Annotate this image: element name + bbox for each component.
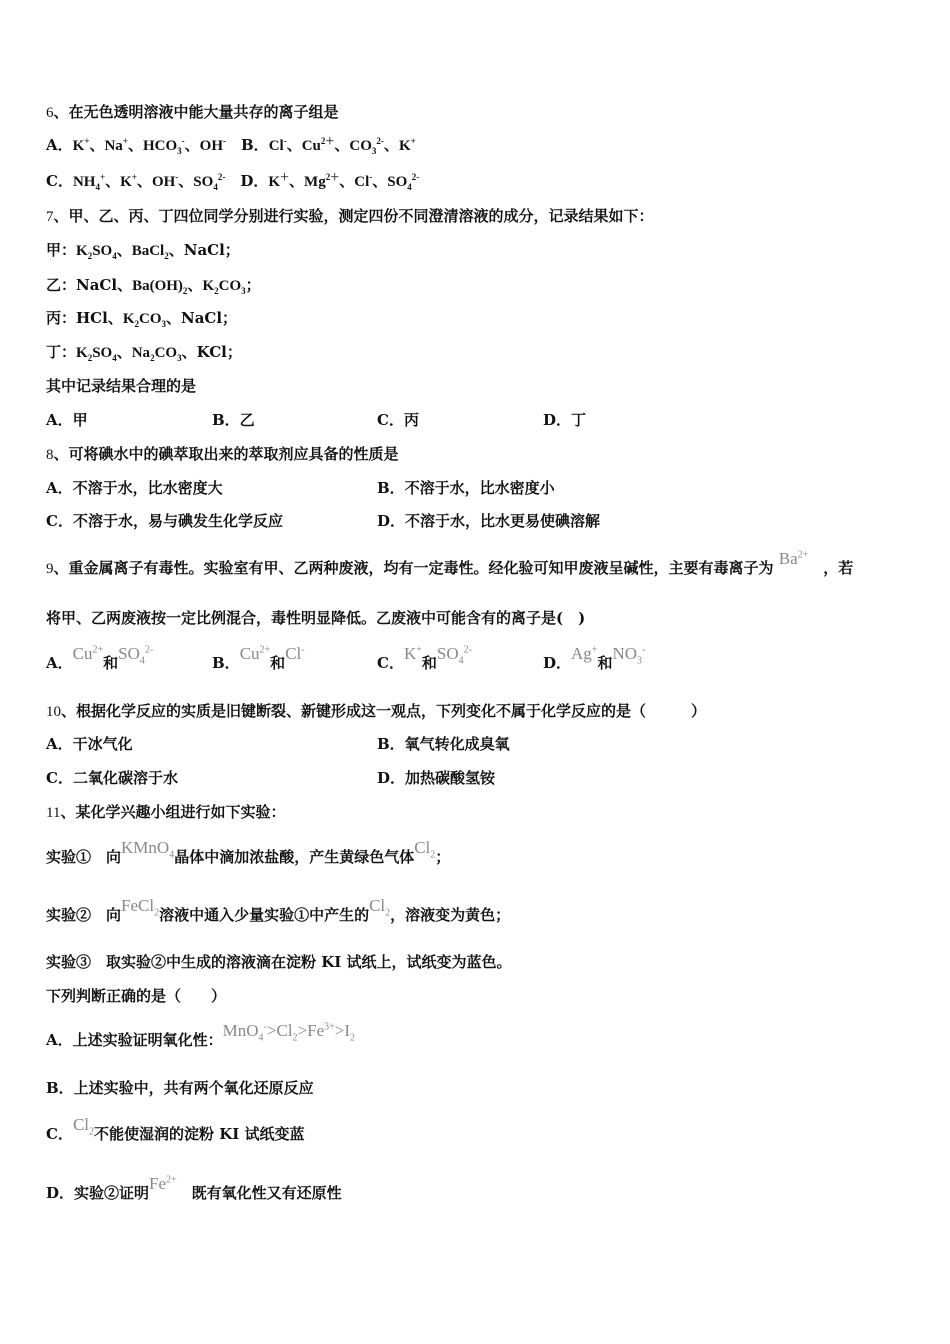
formula-base: K bbox=[268, 174, 280, 190]
formula-base: SO bbox=[436, 644, 459, 663]
formula-image bbox=[414, 838, 436, 861]
chemical-formula bbox=[387, 174, 419, 190]
subscript: 2 bbox=[214, 286, 219, 296]
answer-option[interactable] bbox=[377, 644, 472, 673]
question-number: 8 bbox=[46, 447, 54, 463]
text-run: ； bbox=[435, 848, 451, 866]
superscript: - bbox=[175, 172, 179, 182]
text-run: ，溶液变为黄色； bbox=[390, 906, 511, 924]
superscript: 2+ bbox=[166, 1174, 177, 1186]
text-run: 、 bbox=[127, 136, 143, 154]
text-line bbox=[46, 1174, 342, 1203]
text-run: D．实验②证明 bbox=[46, 1184, 150, 1202]
text-line bbox=[46, 1021, 356, 1050]
text-run: B． bbox=[212, 654, 240, 672]
formula-base: FeCl bbox=[121, 896, 155, 915]
text-line bbox=[46, 308, 237, 329]
text-line bbox=[46, 1115, 305, 1144]
text-run: 、根据化学反应的实质是旧键断裂、新键形成这一观点，下列变化不属于化学反应的是（ ） bbox=[61, 702, 707, 720]
text-run: C．二氧化碳溶于水 bbox=[46, 769, 178, 787]
answer-option[interactable] bbox=[543, 410, 586, 430]
subscript: 4 bbox=[407, 182, 412, 192]
answer-option[interactable] bbox=[377, 734, 510, 754]
chemical-formula bbox=[269, 138, 287, 154]
answer-option[interactable] bbox=[377, 768, 495, 788]
superscript: + bbox=[131, 172, 137, 182]
text-run: D．加热碳酸氢铵 bbox=[377, 769, 496, 787]
subscript: 2 bbox=[182, 286, 188, 296]
text-run: D．丁 bbox=[543, 411, 587, 429]
text-line bbox=[46, 802, 285, 823]
subscript: 3 bbox=[177, 353, 182, 363]
text-run: ； bbox=[245, 276, 261, 294]
text-line bbox=[46, 135, 416, 156]
superscript: 2＋ bbox=[320, 136, 335, 146]
text-run: B． bbox=[226, 136, 269, 154]
text-run: 晶体中滴加浓盐酸，产生黄绿色气体 bbox=[174, 848, 415, 866]
chemical-formula bbox=[219, 278, 246, 294]
formula-base: Cu bbox=[72, 644, 93, 663]
formula-base: NO bbox=[612, 644, 638, 663]
formula-base: HCO bbox=[142, 138, 178, 154]
text-line bbox=[46, 701, 706, 722]
formula-image bbox=[222, 1021, 267, 1044]
text-line bbox=[46, 896, 511, 925]
chemical-formula bbox=[132, 243, 169, 259]
text-run: 、在无色透明溶液中能大量共存的离子组是 bbox=[53, 103, 339, 121]
chemical-formula bbox=[354, 174, 372, 190]
formula-base: Ba(OH) bbox=[132, 278, 183, 294]
text-run: 和 bbox=[270, 654, 286, 672]
question-number: 9 bbox=[46, 561, 54, 577]
text-run: C． bbox=[46, 172, 73, 190]
subscript: 2 bbox=[154, 907, 160, 919]
superscript: 2+ bbox=[797, 549, 809, 561]
subscript: 4 bbox=[213, 182, 218, 192]
text-run: 、 bbox=[339, 172, 355, 190]
formula-base: K bbox=[76, 243, 88, 259]
text-run: 和 bbox=[597, 654, 613, 672]
subscript: 3 bbox=[637, 655, 643, 667]
subscript: 2 bbox=[350, 1032, 356, 1044]
text-run: 下列判断正确的是（ ） bbox=[46, 987, 227, 1005]
chemical-formula bbox=[76, 345, 92, 361]
subscript: 4 bbox=[139, 655, 145, 667]
chemical-formula bbox=[143, 138, 185, 154]
text-run: 实验② 向 bbox=[46, 906, 122, 924]
formula-base: K bbox=[202, 278, 215, 294]
superscript: + bbox=[591, 644, 598, 656]
chemical-formula bbox=[304, 174, 339, 190]
subscript: 4 bbox=[95, 182, 100, 192]
superscript: 2＋ bbox=[325, 172, 340, 182]
subscript: 4 bbox=[258, 1032, 264, 1044]
answer-option[interactable] bbox=[46, 734, 133, 754]
superscript: + bbox=[416, 644, 422, 656]
text-run: 、重金属离子有毒性。实验室有甲、乙两种废液，均有一定毒性。经化验可知甲废液呈碱性，主要有毒离子为 bbox=[53, 559, 779, 577]
subscript: 3 bbox=[177, 146, 182, 156]
text-run: A． bbox=[46, 136, 73, 154]
chemical-formula bbox=[76, 243, 92, 259]
question-number: 6 bbox=[46, 105, 54, 121]
formula-base: Cl bbox=[285, 644, 302, 663]
superscript: 3+ bbox=[324, 1021, 335, 1033]
chemical-formula bbox=[73, 174, 105, 190]
text-run: 实验① 向 bbox=[46, 848, 122, 866]
formula-image bbox=[72, 1115, 95, 1138]
formula-base: CO bbox=[138, 311, 162, 327]
formula-base: NH bbox=[72, 174, 96, 190]
formula-base: CO bbox=[349, 138, 372, 154]
superscript: - bbox=[223, 136, 226, 146]
text-run: 、 bbox=[178, 172, 194, 190]
text-run: 其中记录结果合理的是 bbox=[46, 377, 197, 395]
superscript: - bbox=[263, 1021, 267, 1033]
text-line bbox=[46, 275, 261, 296]
formula-image bbox=[121, 896, 160, 919]
text-run: 、甲、乙、丙、丁四位同学分别进行实验，测定四份不同澄清溶液的成分，记录结果如下： bbox=[53, 207, 654, 225]
formula-base: K bbox=[120, 174, 132, 190]
superscript: 2+ bbox=[92, 644, 104, 656]
text-run: 、可将碘水中的碘萃取出来的萃取剂应具备的性质是 bbox=[53, 445, 399, 463]
chemical-formula bbox=[349, 138, 384, 154]
superscript: + bbox=[410, 136, 416, 146]
option-row bbox=[46, 644, 906, 673]
text-run: 、 bbox=[184, 136, 200, 154]
question-number: 7 bbox=[46, 209, 54, 225]
superscript: 2- bbox=[463, 644, 472, 656]
subscript: 3 bbox=[161, 319, 166, 329]
text-run: 丁： bbox=[46, 343, 77, 361]
text-run: 、NaCl； bbox=[168, 241, 240, 259]
chemical-formula bbox=[268, 174, 289, 190]
text-line bbox=[46, 608, 585, 628]
superscript: 2- bbox=[411, 172, 420, 182]
formula-base: Na bbox=[131, 345, 151, 361]
subscript: 4 bbox=[112, 251, 117, 261]
formula-base: OH bbox=[151, 174, 176, 190]
text-line bbox=[46, 240, 240, 261]
answer-option[interactable] bbox=[377, 511, 600, 531]
superscript: ＋ bbox=[280, 172, 290, 182]
formula-image bbox=[266, 1021, 298, 1044]
formula-base: Mg bbox=[304, 174, 326, 190]
chemical-formula bbox=[202, 278, 218, 294]
superscript: + bbox=[122, 136, 128, 146]
chemical-formula bbox=[139, 311, 166, 327]
text-line bbox=[46, 102, 339, 123]
formula-image bbox=[571, 644, 597, 663]
answer-option[interactable] bbox=[46, 410, 88, 430]
text-run: B．上述实验中，共有两个氧化还原反应 bbox=[46, 1079, 314, 1097]
chemical-formula bbox=[120, 174, 137, 190]
formula-base: Cu bbox=[239, 644, 260, 663]
text-run: A．甲 bbox=[46, 411, 88, 429]
formula-base: Cl bbox=[72, 1115, 90, 1134]
text-run: 、 bbox=[286, 136, 302, 154]
text-run: 、 bbox=[372, 172, 388, 190]
superscript: - bbox=[642, 644, 646, 656]
chemical-formula bbox=[200, 138, 226, 154]
option-row bbox=[46, 478, 906, 498]
formula-base: >Cl bbox=[266, 1021, 293, 1040]
option-row bbox=[46, 511, 906, 531]
answer-option[interactable] bbox=[377, 410, 419, 430]
answer-option[interactable] bbox=[46, 511, 283, 531]
formula-image bbox=[334, 1021, 356, 1044]
formula-image bbox=[298, 1021, 335, 1040]
formula-base: KMnO bbox=[121, 838, 170, 857]
subscript: 4 bbox=[458, 655, 464, 667]
text-run: D． bbox=[543, 654, 572, 672]
subscript: 2 bbox=[150, 353, 155, 363]
text-run: 、 bbox=[116, 343, 132, 361]
subscript: 2 bbox=[87, 353, 93, 363]
text-run: ，若 bbox=[808, 559, 854, 577]
subscript: 2 bbox=[292, 1032, 298, 1044]
formula-base: MnO bbox=[222, 1021, 259, 1040]
formula-base: >Fe bbox=[297, 1021, 325, 1040]
text-run: B．乙 bbox=[212, 411, 255, 429]
text-line bbox=[46, 376, 196, 396]
superscript: - bbox=[283, 136, 287, 146]
formula-base: OH bbox=[199, 138, 223, 154]
text-line bbox=[46, 1078, 314, 1098]
chemical-formula bbox=[132, 345, 155, 361]
formula-image bbox=[779, 549, 809, 568]
text-run: A．上述实验证明氧化性： bbox=[46, 1031, 223, 1049]
option-row bbox=[46, 410, 906, 430]
formula-image bbox=[436, 644, 472, 667]
text-run: A．不溶于水，比水密度大 bbox=[46, 479, 223, 497]
formula-base: Cl bbox=[268, 138, 284, 154]
subscript: 3 bbox=[371, 146, 377, 156]
superscript: + bbox=[99, 172, 106, 182]
answer-option[interactable] bbox=[377, 478, 555, 498]
question-number: 11 bbox=[46, 805, 61, 821]
superscript: 2+ bbox=[259, 644, 271, 656]
formula-base: BaCl bbox=[131, 243, 165, 259]
text-line bbox=[46, 838, 451, 867]
formula-base: K bbox=[398, 138, 411, 154]
answer-option[interactable] bbox=[212, 644, 305, 673]
text-run: 丙：HCl、 bbox=[46, 309, 123, 327]
formula-base: CO bbox=[154, 345, 178, 361]
text-run: 、KCl； bbox=[181, 343, 242, 361]
superscript: 2- bbox=[376, 136, 384, 146]
formula-base: Cl bbox=[369, 896, 386, 915]
formula-image bbox=[369, 896, 391, 919]
question-number: 10 bbox=[46, 704, 61, 720]
text-run: 、 bbox=[89, 136, 105, 154]
formula-base: Ba bbox=[778, 549, 798, 568]
text-run: D． bbox=[225, 172, 269, 190]
formula-image bbox=[404, 644, 422, 663]
formula-image bbox=[285, 644, 304, 663]
text-run: 将甲、乙两废液按一定比例混合，毒性明显降低。乙废液中可能含有的离子是( ) bbox=[46, 609, 586, 627]
formula-base: K bbox=[403, 644, 417, 663]
subscript: 2 bbox=[87, 251, 93, 261]
text-line bbox=[46, 171, 419, 192]
text-run: 甲： bbox=[46, 241, 77, 259]
text-line bbox=[46, 952, 512, 972]
text-run: D．不溶于水，比水更易使碘溶解 bbox=[377, 512, 601, 530]
option-row bbox=[46, 734, 906, 754]
chemical-formula bbox=[152, 174, 178, 190]
formula-base: >I bbox=[334, 1021, 351, 1040]
text-run: 、 bbox=[116, 241, 132, 259]
subscript: 4 bbox=[169, 849, 175, 861]
text-run: 乙：NaCl、 bbox=[46, 276, 133, 294]
formula-image bbox=[612, 644, 646, 667]
text-run: 和 bbox=[421, 654, 437, 672]
formula-image bbox=[121, 838, 175, 861]
chemical-formula bbox=[92, 345, 117, 361]
formula-base: K bbox=[122, 311, 135, 327]
chemical-formula bbox=[132, 278, 187, 294]
formula-image bbox=[240, 644, 270, 663]
formula-base: K bbox=[72, 138, 85, 154]
text-run: 、 bbox=[136, 172, 152, 190]
formula-base: Na bbox=[104, 138, 123, 154]
text-run: 、 bbox=[383, 136, 399, 154]
formula-base: K bbox=[76, 345, 88, 361]
superscript: - bbox=[369, 172, 373, 182]
chemical-formula bbox=[73, 138, 90, 154]
text-line bbox=[46, 549, 854, 579]
subscript: 2 bbox=[430, 849, 436, 861]
formula-base: SO bbox=[92, 243, 113, 259]
text-run: 、 bbox=[289, 172, 305, 190]
subscript: 2 bbox=[89, 1126, 95, 1138]
text-run: 既有氧化性又有还原性 bbox=[176, 1184, 342, 1202]
answer-option[interactable] bbox=[212, 410, 255, 430]
formula-image bbox=[149, 1174, 177, 1193]
answer-option[interactable] bbox=[46, 644, 154, 673]
formula-image bbox=[73, 644, 103, 663]
formula-base: Cl bbox=[414, 838, 431, 857]
text-run: 、某化学兴趣小组进行如下实验： bbox=[60, 803, 286, 821]
subscript: 2 bbox=[164, 251, 169, 261]
text-run: C．丙 bbox=[377, 411, 419, 429]
text-line bbox=[46, 206, 654, 227]
chemical-formula bbox=[104, 138, 127, 154]
text-run: 、NaCl； bbox=[165, 309, 238, 327]
formula-base: Ag bbox=[571, 644, 592, 663]
text-run: 、 bbox=[334, 136, 350, 154]
text-run: B．不溶于水，比水密度小 bbox=[377, 479, 555, 497]
chemical-formula bbox=[123, 311, 139, 327]
text-line bbox=[46, 444, 399, 465]
subscript: 2 bbox=[134, 319, 139, 329]
text-run: 、 bbox=[187, 276, 203, 294]
formula-base: SO bbox=[92, 345, 113, 361]
answer-option[interactable] bbox=[46, 478, 223, 498]
superscript: 2- bbox=[144, 644, 154, 656]
text-run: 不能使湿润的淀粉 KI 试纸变蓝 bbox=[94, 1125, 305, 1143]
formula-base: Fe bbox=[149, 1174, 167, 1193]
superscript: - bbox=[181, 136, 185, 146]
superscript: 2- bbox=[217, 172, 226, 182]
superscript: + bbox=[84, 136, 90, 146]
chemical-formula bbox=[302, 138, 335, 154]
formula-image bbox=[118, 644, 154, 667]
text-run: C．不溶于水，易与碘发生化学反应 bbox=[46, 512, 283, 530]
text-run: 实验③ 取实验②中生成的溶液滴在淀粉 KI 试纸上，试纸变为蓝色。 bbox=[46, 953, 512, 971]
chemical-formula bbox=[92, 243, 117, 259]
subscript: 4 bbox=[112, 353, 117, 363]
text-run: B．氧气转化成臭氧 bbox=[377, 735, 510, 753]
text-run: 溶液中通入少量实验①中产生的 bbox=[159, 906, 370, 924]
text-line bbox=[46, 986, 226, 1006]
formula-base: SO bbox=[193, 174, 214, 190]
text-run: 、 bbox=[105, 172, 121, 190]
text-run: 和 bbox=[103, 654, 119, 672]
subscript: 2 bbox=[385, 907, 391, 919]
answer-option[interactable] bbox=[46, 768, 178, 788]
answer-option[interactable] bbox=[543, 644, 646, 673]
option-row bbox=[46, 768, 906, 788]
chemical-formula bbox=[399, 138, 416, 154]
superscript: - bbox=[301, 644, 305, 656]
formula-base: Cu bbox=[301, 138, 321, 154]
text-run: C． bbox=[377, 654, 404, 672]
formula-base: Cl bbox=[354, 174, 370, 190]
formula-base: SO bbox=[118, 644, 140, 663]
subscript: 3 bbox=[241, 286, 246, 296]
text-run: A． bbox=[46, 654, 73, 672]
text-run: C． bbox=[46, 1125, 73, 1143]
formula-base: SO bbox=[387, 174, 408, 190]
formula-base: CO bbox=[218, 278, 242, 294]
chemical-formula bbox=[193, 174, 225, 190]
text-line bbox=[46, 342, 242, 363]
text-run: A．干冰气化 bbox=[46, 735, 133, 753]
chemical-formula bbox=[155, 345, 182, 361]
